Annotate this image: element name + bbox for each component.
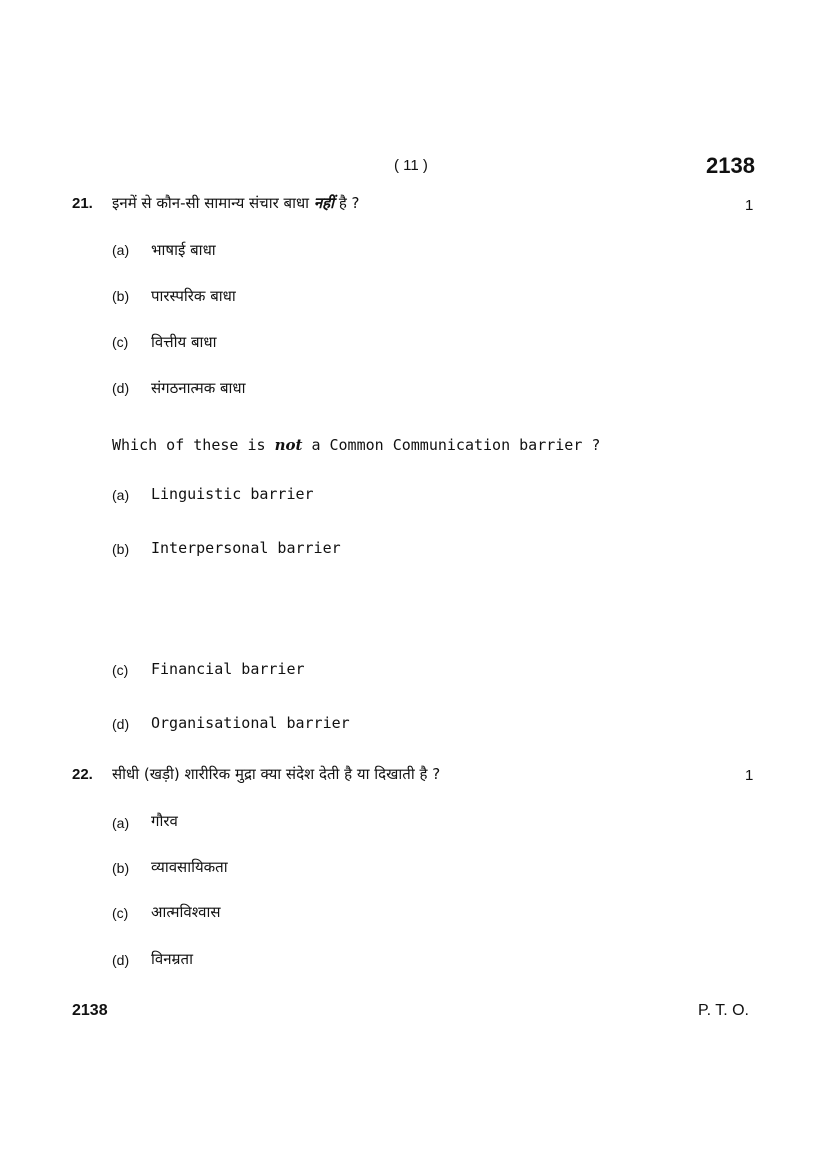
- footer-pto: P. T. O.: [698, 1002, 749, 1019]
- question-22-hindi-text: सीधी (खड़ी) शारीरिक मुद्रा क्या संदेश देती है या दिखाती है ?: [112, 765, 441, 783]
- q21-hindi-option-d: संगठनात्मक बाधा: [151, 379, 246, 397]
- q21-english-prefix: Which of these is: [112, 436, 266, 454]
- question-21-marks: 1: [745, 197, 754, 214]
- q21-hindi-prefix: इनमें से कौन-सी सामान्य संचार बाधा: [112, 194, 310, 212]
- q21-hindi-option-a-label: (a): [112, 242, 130, 258]
- q21-english-option-a: Linguistic barrier: [151, 485, 314, 503]
- q22-option-c: आत्मविश्वास: [151, 903, 221, 921]
- q21-hindi-option-c: वित्तीय बाधा: [151, 333, 217, 351]
- q21-hindi-option-c-label: (c): [112, 334, 129, 350]
- q21-english-option-c-label: (c): [112, 662, 129, 678]
- q21-hindi-emphasis: नहीं: [313, 194, 335, 212]
- question-21-hindi-text: [112, 193, 360, 213]
- q21-english-option-c: Financial barrier: [151, 660, 305, 678]
- question-21-number: 21.: [72, 195, 93, 212]
- q21-english-emphasis: not: [274, 436, 303, 454]
- footer-paper-code: 2138: [72, 1002, 108, 1019]
- q21-hindi-option-b-label: (b): [112, 288, 130, 304]
- q21-english-suffix: a Common Communication barrier ?: [311, 436, 601, 454]
- paper-code-header: 2138: [706, 153, 755, 178]
- q22-option-c-label: (c): [112, 905, 129, 921]
- q21-english-option-d-label: (d): [112, 716, 130, 732]
- question-21-english-text: [112, 436, 600, 454]
- q22-option-d-label: (d): [112, 952, 130, 968]
- q21-hindi-option-d-label: (d): [112, 380, 130, 396]
- q21-english-option-d: Organisational barrier: [151, 714, 350, 732]
- question-22-marks: 1: [745, 767, 754, 784]
- q22-option-a: गौरव: [151, 812, 178, 830]
- question-22-number: 22.: [72, 766, 93, 783]
- q21-english-option-b-label: (b): [112, 541, 130, 557]
- q21-english-option-a-label: (a): [112, 487, 130, 503]
- q22-option-a-label: (a): [112, 815, 130, 831]
- q22-option-b-label: (b): [112, 860, 130, 876]
- q21-english-option-b: Interpersonal barrier: [151, 539, 341, 557]
- q21-hindi-option-b: पारस्परिक बाधा: [151, 287, 236, 305]
- q21-hindi-option-a: भाषाई बाधा: [151, 241, 216, 259]
- q22-option-d: विनम्रता: [151, 950, 193, 968]
- page-number: ( 11 ): [394, 157, 428, 174]
- q21-hindi-suffix: है ?: [338, 194, 360, 212]
- q22-option-b: व्यावसायिकता: [151, 858, 228, 876]
